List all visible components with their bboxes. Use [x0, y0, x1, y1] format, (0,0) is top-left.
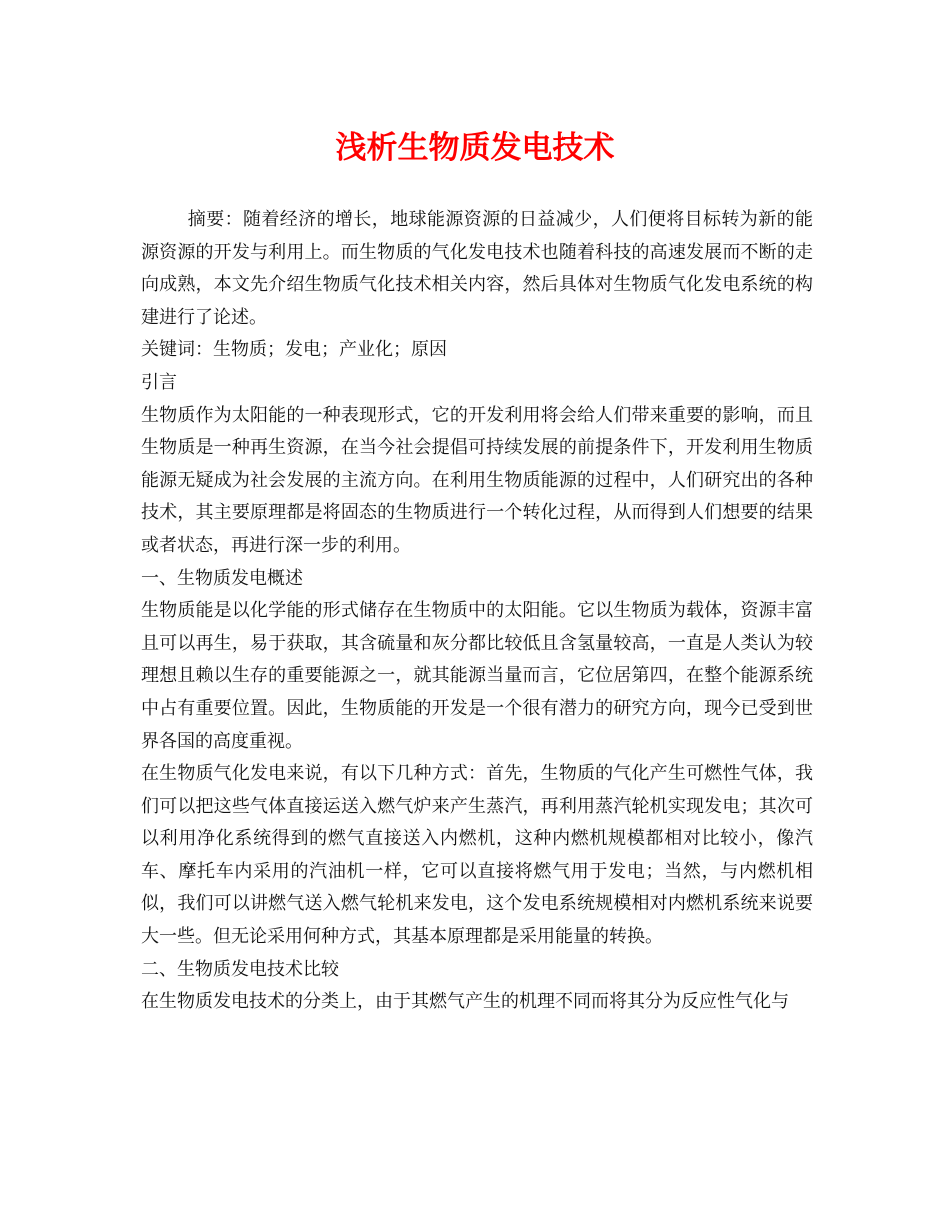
abstract-paragraph: 摘要：随着经济的增长，地球能源资源的日益减少，人们便将目标转为新的能源资源的开发与利用上。而生物质的气化发电技术也随着科技的高速发展而不断的走向成熟，本文先介绍生物质气化技术相关内容，然后具体对生物质气化发电系统的构建进行了论述。	[141, 209, 813, 328]
section-heading-introduction: 引言	[141, 371, 177, 393]
keywords-line: 关键词：生物质；发电；产业化；原因	[141, 339, 447, 361]
body-paragraph: 在生物质发电技术的分类上，由于其燃气产生的机理不同而将其分为反应性气化与	[141, 991, 789, 1013]
document-body	[141, 204, 813, 1019]
body-paragraph: 在生物质气化发电来说，有以下几种方式：首先，生物质的气化产生可燃性气体，我们可以把这些气体直接运送入燃气炉来产生蒸汽，再利用蒸汽轮机实现发电；其次可以利用净化系统得到的燃气直接送入内燃机，这种内燃机规模都相对比较小，像汽车、摩托车内采用的汽油机一样，它可以直接将燃气用于发电；当然，与内燃机相似，我们可以讲燃气送入燃气轮机来发电，这个发电系统规模相对内燃机系统来说要大一些。但无论采用何种方式，其基本原理都是采用能量的转换。	[141, 763, 813, 948]
section-heading-overview: 一、生物质发电概述	[141, 567, 303, 589]
body-paragraph: 生物质作为太阳能的一种表现形式，它的开发利用将会给人们带来重要的影响，而且生物质是一种再生资源，在当今社会提倡可持续发展的前提条件下，开发利用生物质能源无疑成为社会发展的主流方向。在利用生物质能源的过程中，人们研究出的各种技术，其主要原理都是将固态的生物质进行一个转化过程，从而得到人们想要的结果或者状态，再进行深一步的利用。	[141, 404, 813, 556]
section-heading-comparison: 二、生物质发电技术比较	[141, 958, 339, 980]
body-paragraph: 生物质能是以化学能的形式储存在生物质中的太阳能。它以生物质为载体，资源丰富且可以再生，易于获取，其含硫量和灰分都比较低且含氢量较高，一直是人类认为较理想且赖以生存的重要能源之一，就其能源当量而言，它位居第四，在整个能源系统中占有重要位置。因此，生物质能的开发是一个很有潜力的研究方向，现今已受到世界各国的高度重视。	[141, 600, 813, 752]
document-title: 浅析生物质发电技术	[335, 130, 615, 166]
